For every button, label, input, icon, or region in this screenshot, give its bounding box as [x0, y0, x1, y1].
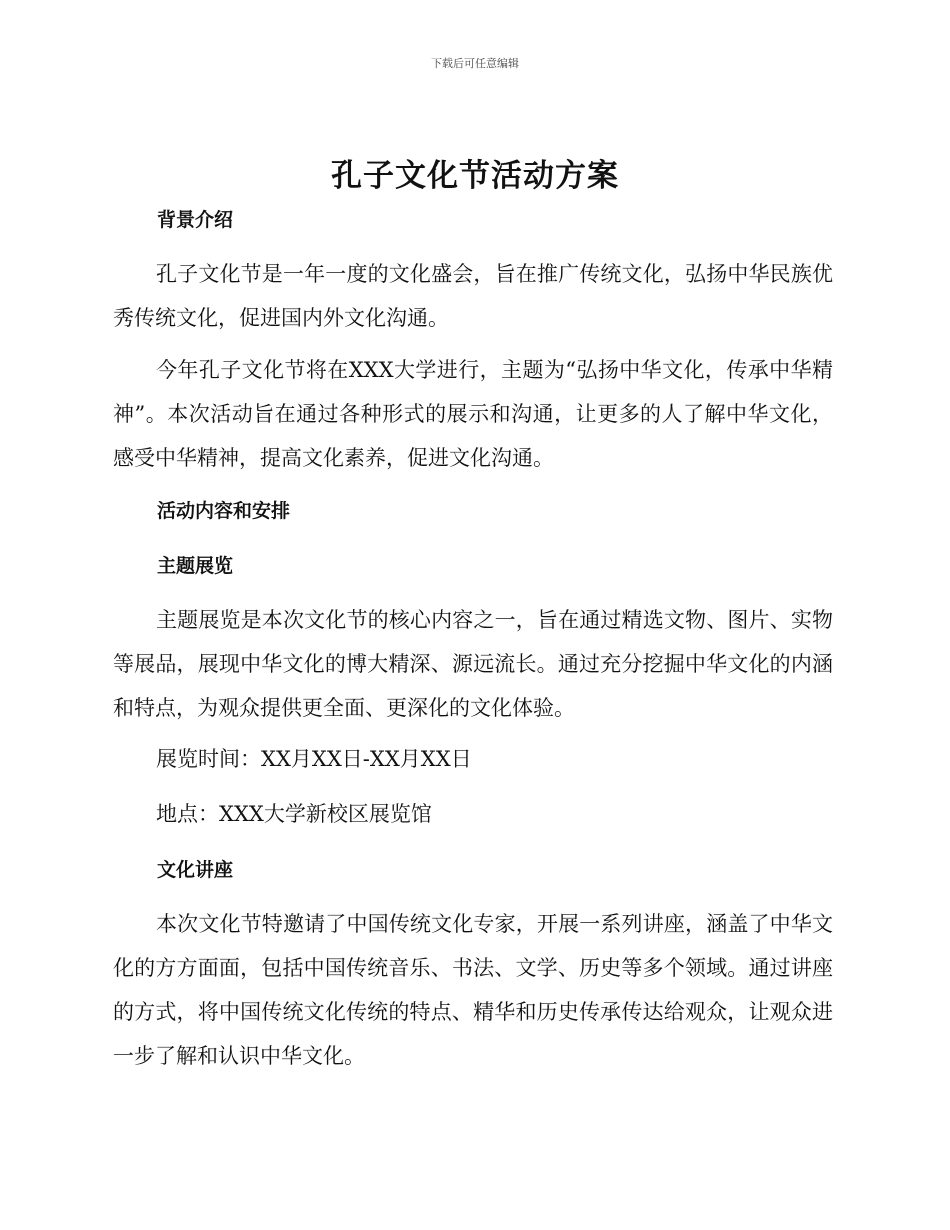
section-heading-background: 背景介绍 — [157, 209, 234, 231]
section-heading-lecture: 文化讲座 — [157, 859, 234, 881]
exhibition-place: 地点：XXX大学新校区展览馆 — [156, 802, 432, 826]
section-heading-exhibition: 主题展览 — [157, 555, 234, 577]
paragraph-background-1: 孔子文化节是一年一度的文化盛会，旨在推广传统文化，弘扬中华民族优秀传统文化，促进国内外文化沟通。 — [113, 262, 833, 330]
paragraph-lecture-1: 本次文化节特邀请了中国传统文化专家，开展一系列讲座，涵盖了中华文化的方方面面，包括中国传统音乐、书法、文学、历史等多个领域。通过讲座的方式，将中国传统文化传统的特点、精华和历史传承传达给观众，让观众进一步了解和认识中华文化。 — [113, 912, 833, 1068]
page-header-note: 下载后可任意编辑 — [431, 57, 519, 70]
section-heading-activities: 活动内容和安排 — [157, 500, 291, 522]
paragraph-background-2: 今年孔子文化节将在XXX大学进行，主题为“弘扬中华文化，传承中华精神”。本次活动旨在通过各种形式的展示和沟通，让更多的人了解中华文化，感受中华精神，提高文化素养，促进文化沟通。 — [113, 358, 833, 470]
exhibition-time: 展览时间：XX月XX日-XX月XX日 — [156, 747, 472, 771]
paragraph-exhibition-1: 主题展览是本次文化节的核心内容之一，旨在通过精选文物、图片、实物等展品，展现中华文化的博大精深、源远流长。通过充分挖掘中华文化的内涵和特点，为观众提供更全面、更深化的文化体验。 — [113, 608, 833, 720]
document-title: 孔子文化节活动方案 — [331, 158, 619, 194]
